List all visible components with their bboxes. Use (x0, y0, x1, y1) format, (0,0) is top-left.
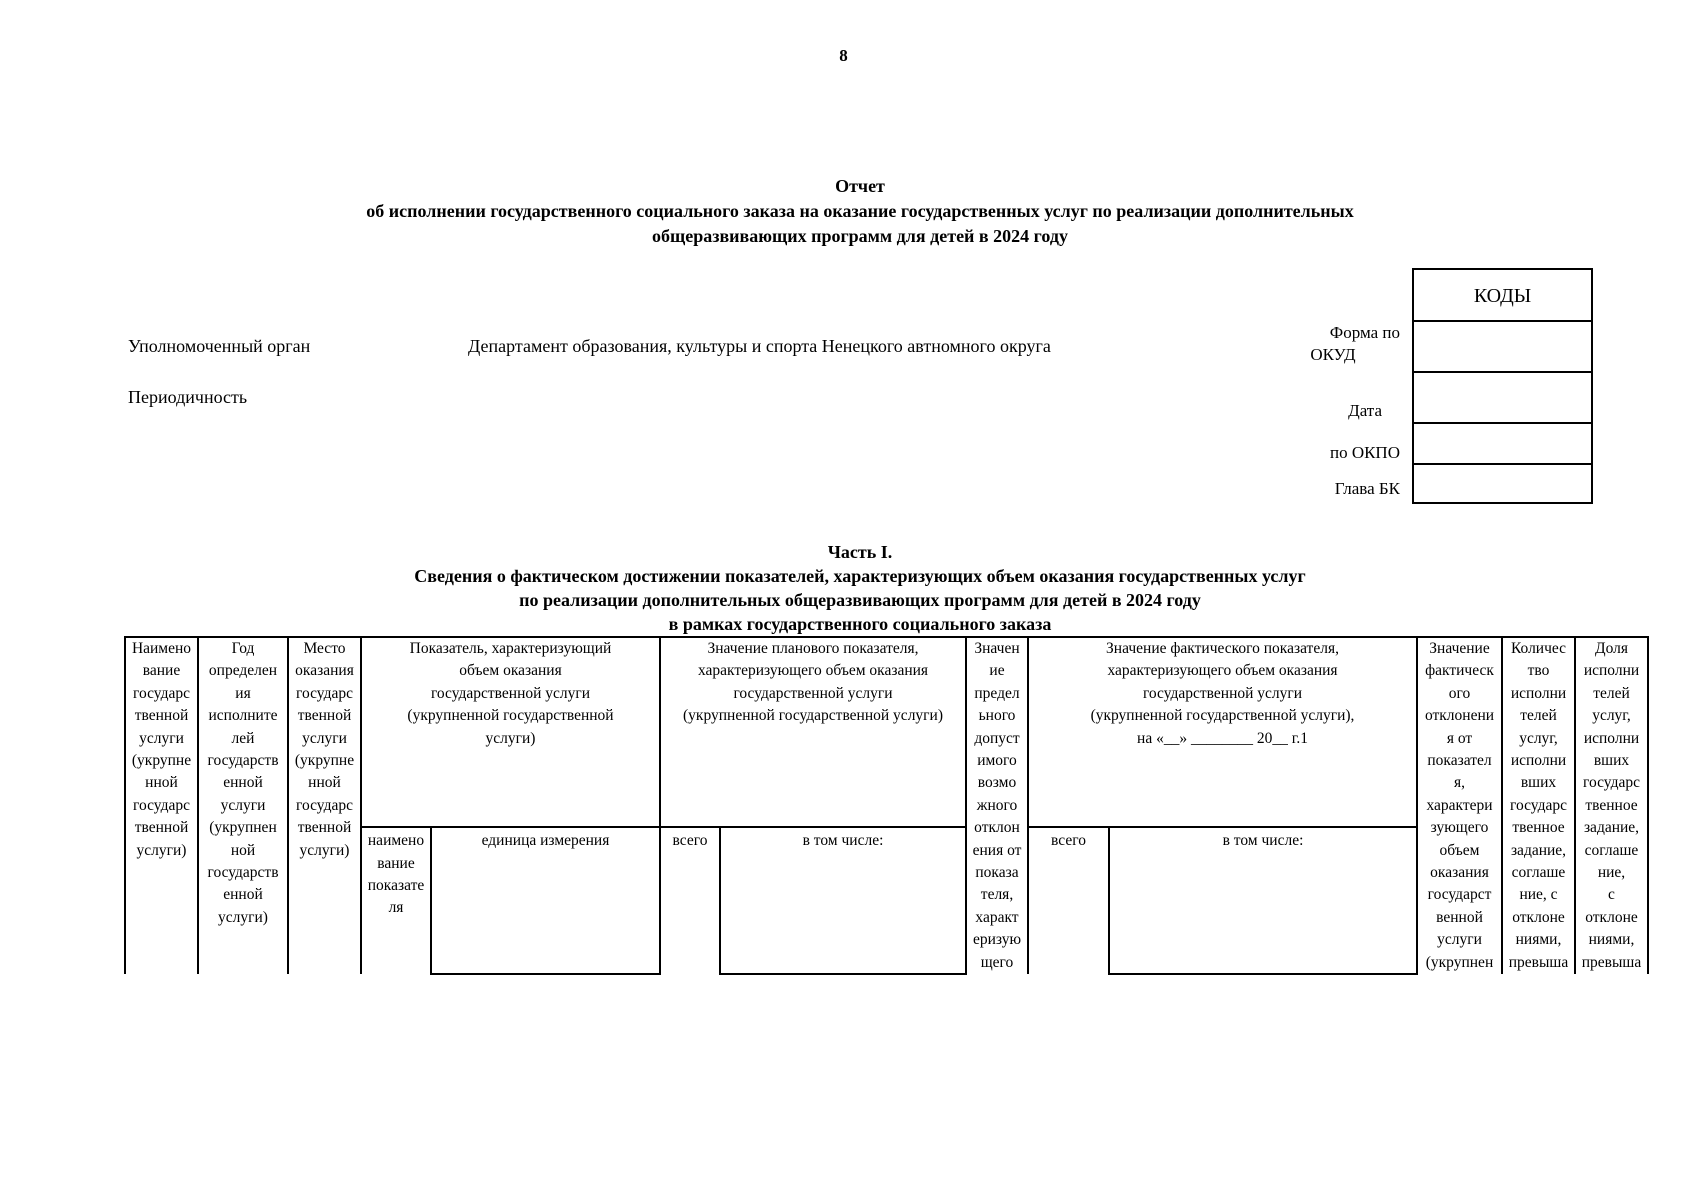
header-fact-including: в том числе: (1109, 827, 1417, 974)
bk-code-cell[interactable] (1414, 465, 1591, 502)
part-title-line-2: Сведения о фактическом достижении показателей, характеризующих объем оказания государственных услуг (414, 566, 1306, 586)
okud-code-cell[interactable] (1414, 322, 1591, 373)
header-fact-group: Значение фактического показателя, характеризующего объем оказания государственной услуги (укрупненной государственной услуги), на «__» ________ 20__ г.1 (1028, 637, 1417, 827)
authority-value: Департамент образования, культуры и спорта Ненецкого автномного округа (468, 336, 1051, 356)
report-title (200, 174, 1520, 249)
date-code-cell[interactable] (1414, 373, 1591, 424)
okpo-label: по ОКПО (1329, 443, 1400, 462)
part-title-line-3: по реализации дополнительных общеразвивающих программ для детей в 2024 году (519, 590, 1201, 610)
header-executors-count: Количес тво исполни телей услуг, исполни вших государс твенное задание, соглаше ние, с отклоне ниями, превыша (1502, 637, 1575, 974)
authority-label: Уполномоченный орган (128, 336, 311, 356)
report-title-line-1: Отчет (835, 176, 885, 196)
header-fact-total: всего (1028, 827, 1109, 974)
report-title-line-3: общеразвивающих программ для детей в 2024 году (652, 226, 1068, 246)
okud-label (1240, 322, 1400, 366)
codes-box (1412, 268, 1593, 504)
table-header-row-1 (125, 637, 1648, 827)
indicators-table (124, 636, 1649, 975)
okud-label-line-1: Форма по (1329, 323, 1400, 342)
header-service-name: Наимено вание государс твенной услуги (укрупне нной государс твенной услуги) (125, 637, 198, 974)
periodicity-label: Периодичность (128, 387, 248, 407)
okpo-code-cell[interactable] (1414, 424, 1591, 465)
header-plan-total: всего (660, 827, 720, 974)
header-fact-deviation: Значение фактическ ого отклонени я от показател я, характери зующего объем оказания государст венной услуги (укрупнен (1417, 637, 1502, 974)
okud-label-line-2: ОКУД (1310, 345, 1356, 364)
header-plan-group: Значение планового показателя, характеризующего объем оказания государственной услуги (укрупненной государственной услуги) (660, 637, 966, 827)
header-indicator-unit: единица измерения (431, 827, 660, 974)
part-title-line-1: Часть I. (827, 542, 893, 562)
page-number: 8 (839, 46, 848, 65)
header-allowed-deviation: Значен ие предел ьного допуст имого возмо жного отклон ения от показа теля, характ еризую щего (966, 637, 1028, 974)
codes-header: КОДЫ (1414, 270, 1591, 322)
header-year: Год определен ия исполните лей государств енной услуги (укрупнен ной государств енной услуги) (198, 637, 288, 974)
part-title-line-4: в рамках государственного социального заказа (668, 614, 1052, 634)
date-label: Дата (1348, 401, 1382, 420)
part-title (200, 540, 1520, 636)
header-indicator-name: наимено вание показате ля (361, 827, 431, 974)
report-title-line-2: об исполнении государственного социального заказа на оказание государственных услуг по реализации дополнительных (366, 201, 1354, 221)
bk-label: Глава БК (1334, 479, 1400, 498)
header-plan-including: в том числе: (720, 827, 966, 974)
header-executors-share: Доля исполни телей услуг, исполни вших государс твенное задание, соглаше ние, с отклоне ниями, превыша (1575, 637, 1648, 974)
header-indicator-group: Показатель, характеризующий объем оказания государственной услуги (укрупненной государственной услуги) (361, 637, 660, 827)
header-place: Место оказания государс твенной услуги (укрупне нной государс твенной услуги) (288, 637, 361, 974)
